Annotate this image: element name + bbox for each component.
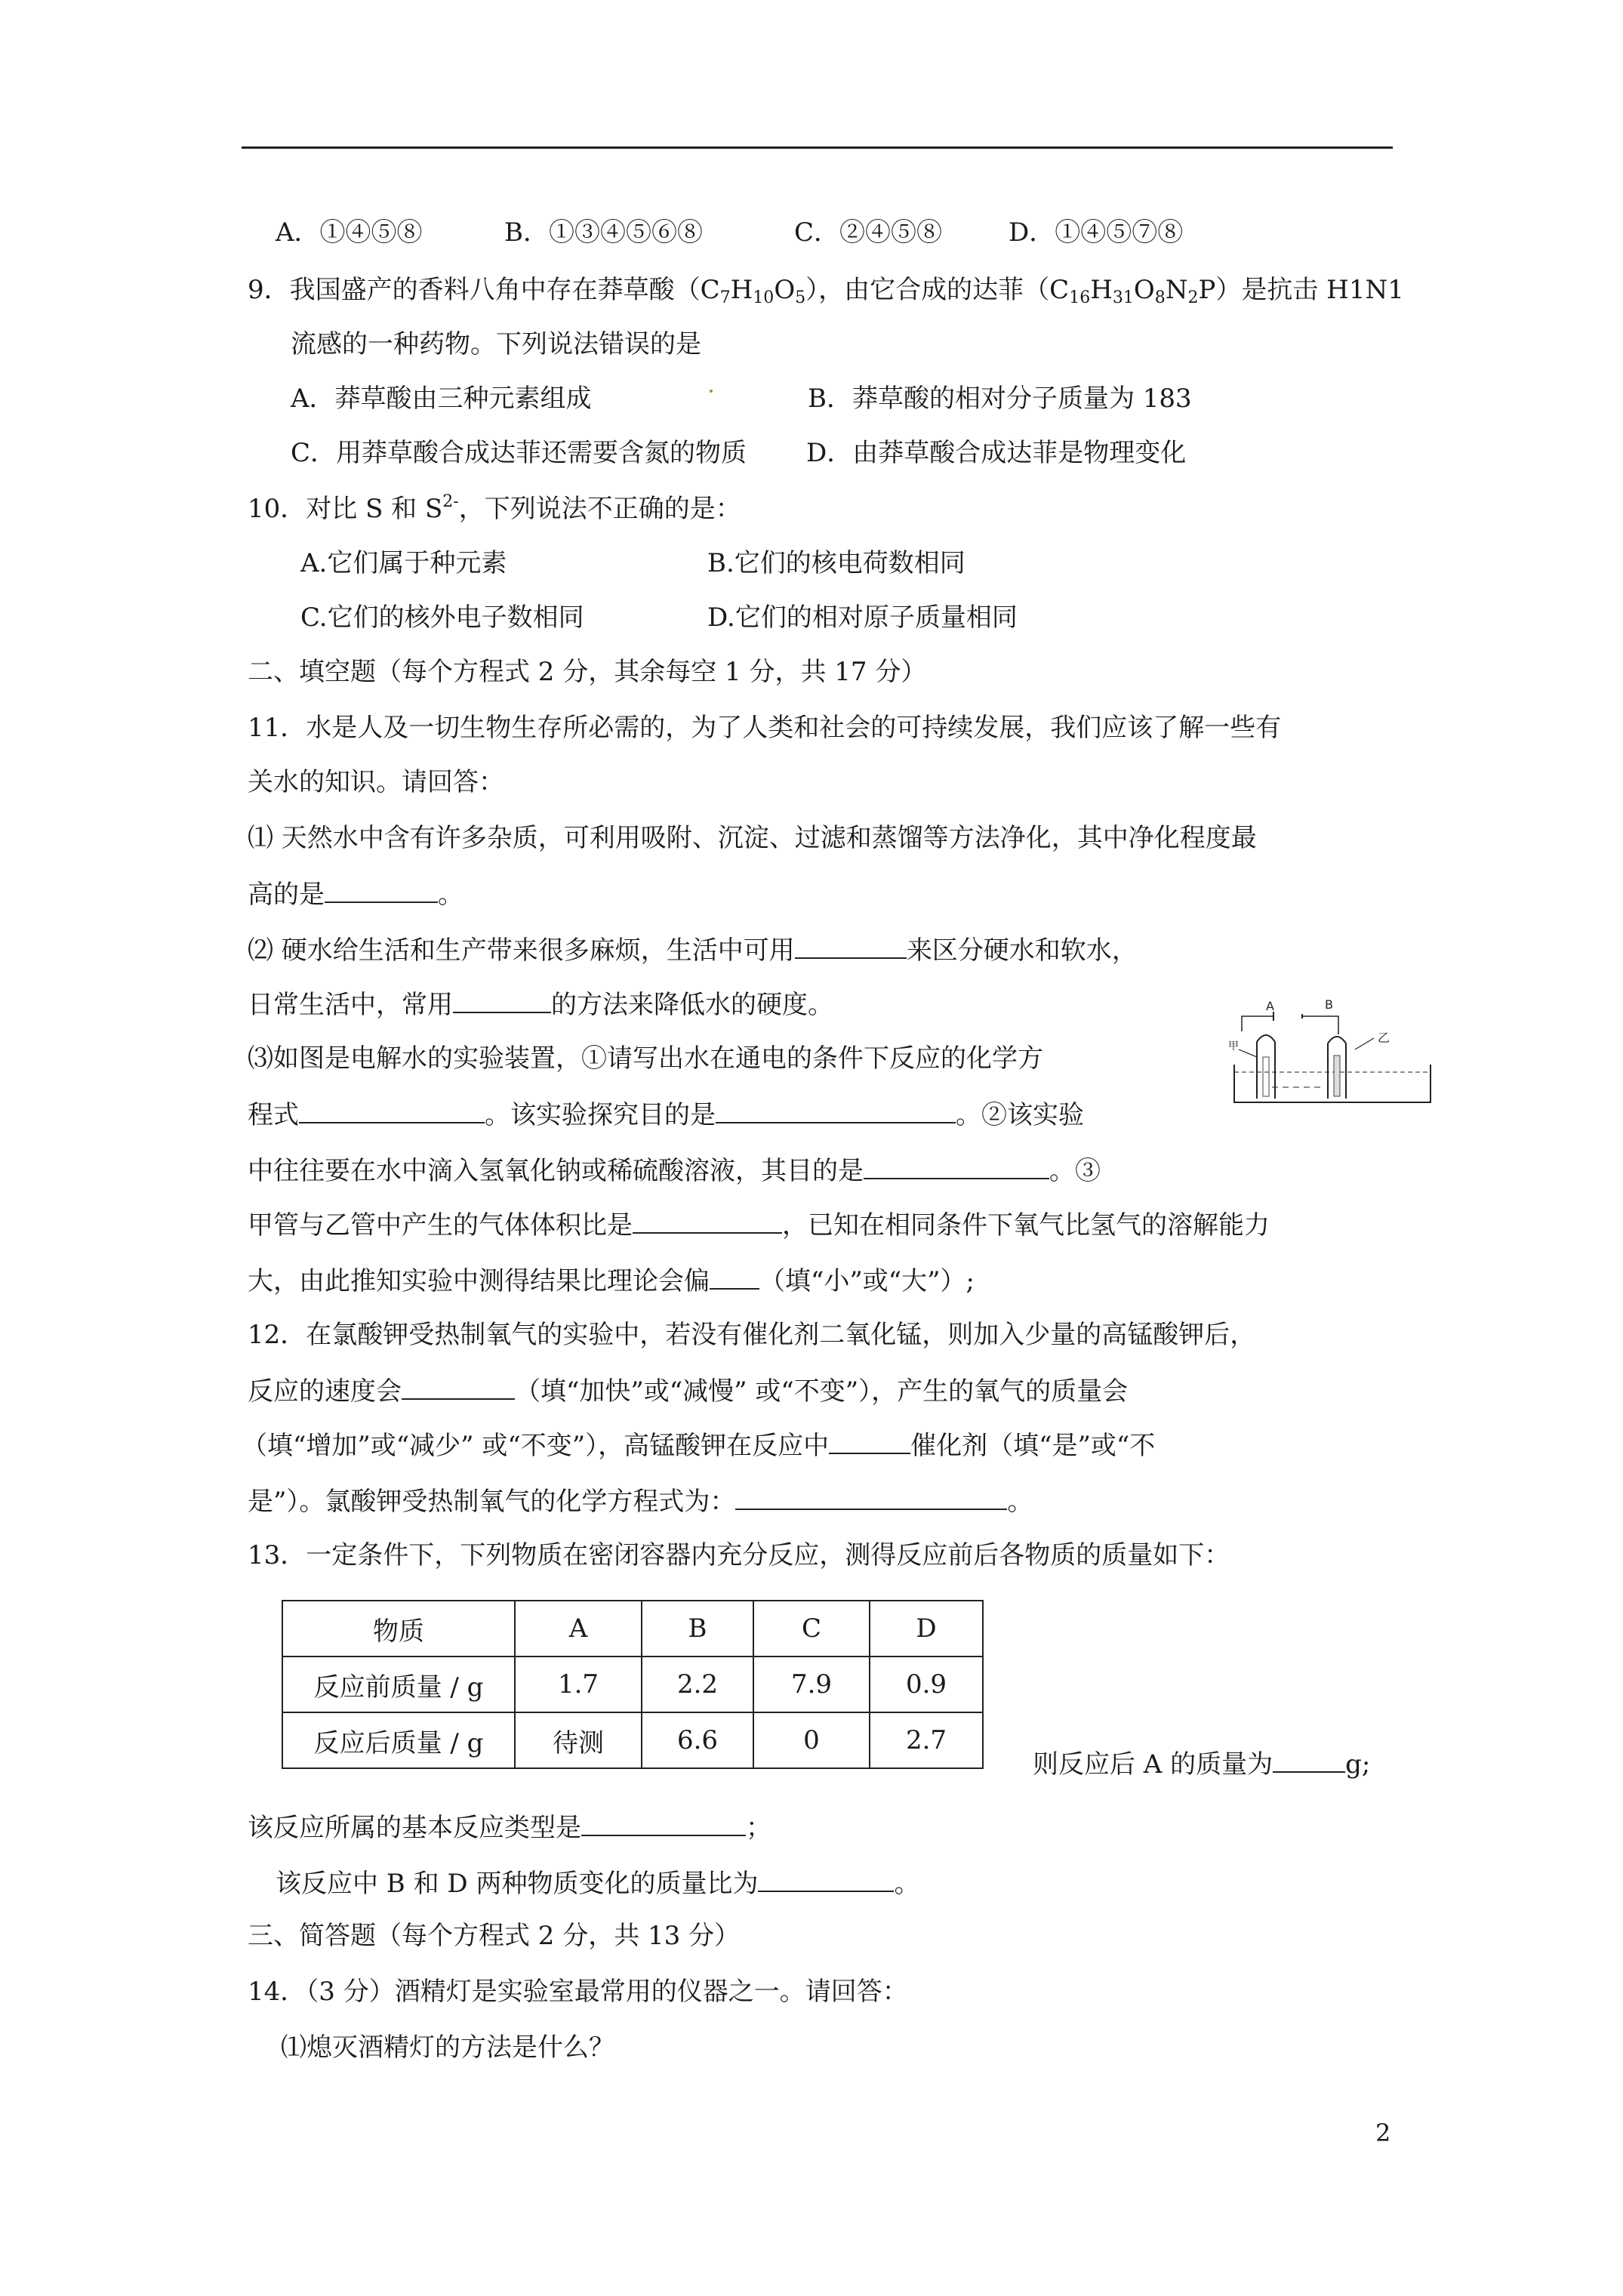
table-row — [282, 1712, 983, 1768]
q9-option-c: C．用莽草酸合成达菲还需要含氮的物质 — [291, 438, 747, 468]
q13-mass-ratio-line: 该反应中 B 和 D 两种物质变化的质量比为 。 — [276, 1863, 919, 1902]
q10-option-d: D.它们的相对原子质量相同 — [707, 603, 1018, 633]
section2-heading: 二、填空题（每个方程式 2 分，其余每空 1 分，共 17 分） — [248, 657, 927, 687]
leader-line — [1239, 1049, 1257, 1057]
answer-blank — [716, 1095, 956, 1123]
q11-part3-line5: 大，由此推知实验中测得结果比理论会偏 （填“小”或“大”）; — [248, 1261, 975, 1299]
mass-table — [282, 1600, 984, 1769]
answer-blank — [325, 874, 438, 903]
q12-line2: 反应的速度会 （填“加快”或“减慢” 或“不变”），产生的氧气的质量会 — [248, 1371, 1128, 1410]
q12-line1: 12．在氯酸钾受热制氧气的实验中，若没有催化剂二氧化锰，则加入少量的高锰酸钾后， — [248, 1320, 1256, 1350]
q8-option-d: D．①④⑤⑦⑧ — [1009, 217, 1184, 248]
wire-left — [1242, 1016, 1273, 1031]
q11-part2-line2: 日常生活中，常用 的方法来降低水的硬度。 — [248, 985, 833, 1023]
electrode-left — [1263, 1057, 1269, 1096]
electrode-right — [1334, 1056, 1340, 1096]
q11-part1-line1: ⑴ 天然水中含有许多杂质，可利用吸附、沉淀、过滤和蒸馏等方法净化，其中净化程度最 — [248, 823, 1257, 853]
q14-sub1: ⑴熄灭酒精灯的方法是什么？ — [281, 2032, 614, 2063]
electrode-label-a: A — [1266, 999, 1274, 1013]
q12-line3: （填“增加”或“减少” 或“不变”），高锰酸钾在反应中 催化剂（填“是”或“不 — [242, 1425, 1155, 1464]
electrode-label-b: B — [1325, 997, 1333, 1012]
answer-blank — [633, 1205, 782, 1234]
q8-option-c: C．②④⑤⑧ — [794, 217, 943, 248]
q11-part3-line3: 中往往要在水中滴入氢氧化钠或稀硫酸溶液，其目的是 。③ — [248, 1151, 1101, 1189]
table-cell: 反应前质量 / g — [282, 1657, 515, 1712]
q13-mass-a-line: 则反应后 A 的质量为 g; — [1033, 1744, 1370, 1783]
tube-left — [1257, 1035, 1275, 1099]
table-header-cell: D — [870, 1601, 983, 1657]
page-number: 2 — [1375, 2119, 1391, 2147]
table-header-cell: C — [753, 1601, 870, 1657]
table-header-row — [282, 1601, 983, 1657]
answer-blank — [1273, 1744, 1345, 1773]
q8-option-a: A．①④⑤⑧ — [276, 217, 423, 248]
tube-label-jia: 甲 — [1228, 1040, 1239, 1052]
q8-option-b: B．①③④⑤⑥⑧ — [504, 217, 703, 248]
q13-stem: 13．一定条件下，下列物质在密闭容器内充分反应，测得反应前后各物质的质量如下： — [248, 1540, 1230, 1570]
answer-blank — [710, 1261, 759, 1290]
q13-reaction-type-line: 该反应所属的基本反应类型是 ； — [248, 1808, 771, 1846]
answer-blank — [864, 1151, 1049, 1179]
leader-line — [1355, 1038, 1374, 1049]
electrolysis-apparatus-diagram — [1227, 989, 1438, 1110]
q11-stem-line2: 关水的知识。请回答： — [248, 767, 504, 797]
table-row — [282, 1657, 983, 1712]
answer-blank — [829, 1425, 910, 1454]
table-cell: 6.6 — [642, 1712, 753, 1768]
q11-part3-line1: ⑶如图是电解水的实验装置，①请写出水在通电的条件下反应的化学方 — [248, 1043, 1043, 1074]
answer-blank — [758, 1863, 894, 1892]
answer-blank — [581, 1808, 746, 1836]
answer-blank — [795, 930, 907, 959]
table-header-cell: B — [642, 1601, 753, 1657]
table-cell: 0 — [753, 1712, 870, 1768]
table-cell: 7.9 — [753, 1657, 870, 1712]
table-cell: 反应后质量 / g — [282, 1712, 515, 1768]
q9-option-b: B．莽草酸的相对分子质量为 183 — [808, 384, 1192, 414]
q10-option-a: A.它们属于种元素 — [300, 548, 507, 578]
q11-part1-line2: 高的是 。 — [248, 874, 463, 913]
tube-label-yi: 乙 — [1378, 1031, 1390, 1045]
table-cell: 待测 — [515, 1712, 642, 1768]
answer-blank — [453, 985, 551, 1013]
stray-mark — [710, 390, 713, 393]
q10-stem: 10．对比 S 和 $S^{2-}$，下列说法不正确的是： — [248, 492, 741, 524]
answer-blank — [299, 1095, 485, 1123]
q11-part2-line1: ⑵ 硬水给生活和生产带来很多麻烦，生活中可用 来区分硬水和软水， — [248, 930, 1138, 969]
table-cell: 1.7 — [515, 1657, 642, 1712]
table-cell: 2.7 — [870, 1712, 983, 1768]
q11-part3-line2: 程式 。该实验探究目的是 。②该实验 — [248, 1095, 1084, 1133]
table-cell: 2.2 — [642, 1657, 753, 1712]
q9-option-a: A．莽草酸由三种元素组成 — [291, 384, 592, 414]
answer-blank — [402, 1371, 515, 1400]
q11-stem-line1: 11．水是人及一切生物生存所必需的，为了人类和社会的可持续发展，我们应该了解一些有 — [248, 713, 1282, 743]
section3-heading: 三、简答题（每个方程式 2 分，共 13 分） — [248, 1921, 741, 1951]
q10-option-b: B.它们的核电荷数相同 — [707, 548, 965, 578]
q10-option-c: C.它们的核外电子数相同 — [300, 603, 584, 633]
answer-blank — [735, 1481, 1007, 1510]
q12-line4: 是”）。氯酸钾受热制氧气的化学方程式为： 。 — [248, 1481, 1033, 1520]
q11-part3-line4: 甲管与乙管中产生的气体体积比是 ，已知在相同条件下氧气比氢气的溶解能力 — [248, 1205, 1270, 1244]
wire-right — [1302, 1016, 1338, 1034]
header-rule — [242, 146, 1393, 149]
q9-stem-line2: 流感的一种药物。下列说法错误的是 — [291, 329, 701, 359]
table-header-cell: A — [515, 1601, 642, 1657]
q9-stem-line1: 9．我国盛产的香料八角中存在莽草酸$(C_7H_{10}O_5)$，由它合成的达菲$(C_{16}H_{31}O_8N_2P)$是抗击 H1N1 — [248, 275, 1404, 307]
q14-stem: 14．（3 分）酒精灯是实验室最常用的仪器之一。请回答： — [248, 1977, 908, 2007]
q9-option-d: D．由莽草酸合成达菲是物理变化 — [806, 438, 1187, 468]
table-cell: 0.9 — [870, 1657, 983, 1712]
table-header-cell: 物质 — [282, 1601, 515, 1657]
